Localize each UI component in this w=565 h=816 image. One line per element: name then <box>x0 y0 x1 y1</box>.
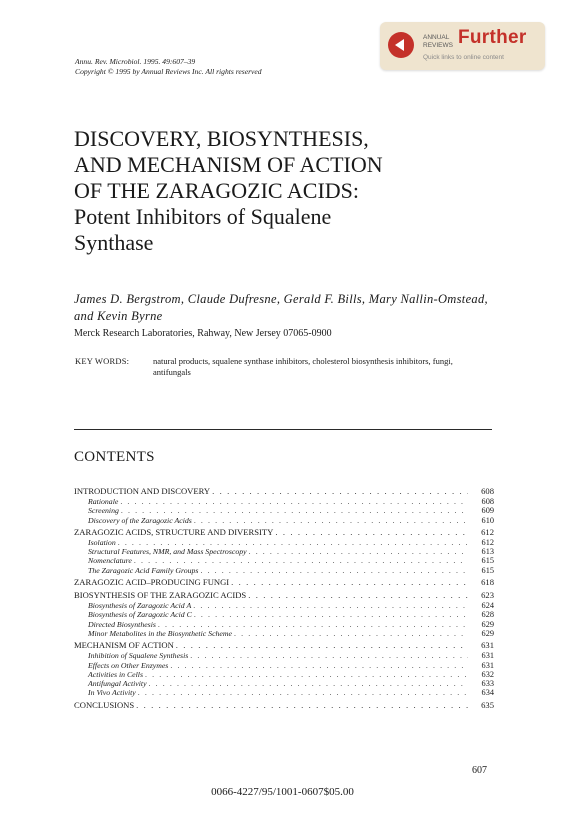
toc-leader-dots <box>118 538 468 547</box>
toc-subsection-entry[interactable] <box>74 601 494 610</box>
toc-entry-page: 629 <box>481 619 494 629</box>
toc-entry-title: INTRODUCTION AND DISCOVERY <box>74 486 211 496</box>
toc-entry-page: 613 <box>481 547 494 557</box>
title-line: OF THE ZARAGOZIC ACIDS: <box>74 178 360 203</box>
badge-publisher <box>423 34 463 49</box>
citation-line-journal: Annu. Rev. Microbiol. 1995. 49:607–39 <box>75 57 196 66</box>
toc-section-entry[interactable] <box>74 486 494 497</box>
toc-entry-title: The Zaragozic Acid Family Groups <box>88 565 199 575</box>
toc-entry-title: Directed Biosynthesis <box>88 619 156 629</box>
toc-entry-page: 634 <box>481 688 494 698</box>
toc-subsection-entry[interactable] <box>74 497 494 506</box>
toc-entry-page: 631 <box>481 660 494 670</box>
toc-subsection-entry[interactable] <box>74 629 494 638</box>
toc-leader-dots <box>193 601 468 610</box>
toc-entry-page: 624 <box>481 601 494 611</box>
toc-section-entry[interactable] <box>74 527 494 538</box>
table-of-contents <box>74 486 494 711</box>
toc-entry-title: ZARAGOZIC ACID–PRODUCING FUNGI <box>74 577 230 588</box>
toc-entry-page: 610 <box>481 515 494 525</box>
badge-annual-label: ANNUAL <box>423 34 450 41</box>
toc-leader-dots <box>212 486 468 497</box>
title-line: AND MECHANISM OF ACTION <box>74 152 383 177</box>
toc-subsection-entry[interactable] <box>74 538 494 547</box>
toc-leader-dots <box>231 577 468 588</box>
toc-section-entry[interactable] <box>74 700 494 711</box>
toc-entry-page: 618 <box>481 577 494 588</box>
toc-leader-dots <box>234 629 468 638</box>
toc-entry-title: Screening <box>88 506 119 516</box>
toc-entry-page: 615 <box>481 565 494 575</box>
toc-subsection-entry[interactable] <box>74 506 494 515</box>
toc-entry-page: 609 <box>481 506 494 516</box>
badge-further-label: Further <box>458 27 527 48</box>
toc-subsection-entry[interactable] <box>74 566 494 575</box>
further-links-badge[interactable] <box>380 22 545 70</box>
toc-leader-dots <box>120 497 468 506</box>
page-number: 607 <box>472 765 487 776</box>
toc-leader-dots <box>248 590 468 601</box>
toc-section-entry[interactable] <box>74 590 494 601</box>
toc-leader-dots <box>121 506 468 515</box>
toc-subsection-entry[interactable] <box>74 610 494 619</box>
toc-entry-title: Rationale <box>88 497 119 506</box>
toc-entry-page: 629 <box>481 628 494 638</box>
toc-leader-dots <box>200 566 468 575</box>
toc-entry-page: 631 <box>481 651 494 661</box>
toc-leader-dots <box>158 620 468 629</box>
toc-leader-dots <box>136 700 468 711</box>
title-line: Potent Inhibitors of Squalene <box>74 204 332 229</box>
toc-subsection-entry[interactable] <box>74 556 494 565</box>
badge-subtitle: Quick links to online content <box>423 54 504 61</box>
title-line: DISCOVERY, BIOSYNTHESIS, <box>74 126 369 151</box>
toc-leader-dots <box>176 640 468 651</box>
toc-subsection-entry[interactable] <box>74 620 494 629</box>
key-words: natural products, squalene synthase inhibitors, cholesterol biosynthesis inhibitors, fungi, antifungals <box>153 356 453 377</box>
toc-leader-dots <box>194 516 468 525</box>
toc-subsection-entry[interactable] <box>74 516 494 525</box>
toc-leader-dots <box>275 527 468 538</box>
title-line: Synthase <box>74 230 154 255</box>
toc-entry-title: CONCLUSIONS <box>74 699 135 710</box>
key-words-label: KEY WORDS: <box>75 356 130 366</box>
toc-entry-title: Nomenclature <box>88 556 132 566</box>
toc-subsection-entry[interactable] <box>74 688 494 697</box>
toc-entry-page: 612 <box>481 526 494 537</box>
toc-entry-title: MECHANISM OF ACTION <box>74 640 174 651</box>
toc-subsection-entry[interactable] <box>74 651 494 660</box>
badge-reviews-label: REVIEWS <box>423 41 453 49</box>
toc-entry-title: Structural Features, NMR, and Mass Spectroscopy <box>88 547 247 557</box>
citation-line-copyright: Copyright © 1995 by Annual Reviews Inc. All rights reserved <box>75 67 262 76</box>
toc-entry-page: 628 <box>481 610 494 620</box>
toc-leader-dots <box>190 651 468 660</box>
toc-section-entry[interactable] <box>74 577 494 588</box>
toc-entry-page: 608 <box>481 497 494 506</box>
toc-subsection-entry[interactable] <box>74 679 494 688</box>
toc-leader-dots <box>170 661 468 670</box>
toc-subsection-entry[interactable] <box>74 547 494 556</box>
toc-entry-title: Biosynthesis of Zaragozic Acid A <box>88 601 192 611</box>
toc-entry-title: In Vivo Activity <box>88 688 136 698</box>
article-title <box>74 126 383 256</box>
toc-entry-title: Antifungal Activity <box>88 679 147 689</box>
article-code: 0066-4227/95/1001-0607$05.00 <box>211 786 354 798</box>
toc-entry-title: Isolation <box>88 537 116 547</box>
toc-entry-page: 615 <box>481 556 494 566</box>
toc-entry-title: Biosynthesis of Zaragozic Acid C <box>88 610 192 620</box>
contents-heading: CONTENTS <box>74 449 155 465</box>
toc-section-entry[interactable] <box>74 640 494 651</box>
toc-subsection-entry[interactable] <box>74 661 494 670</box>
toc-leader-dots <box>249 547 468 556</box>
toc-leader-dots <box>138 688 468 697</box>
toc-entry-title: ZARAGOZIC ACIDS, STRUCTURE AND DIVERSITY <box>74 526 274 537</box>
toc-entry-title: Discovery of the Zaragozic Acids <box>88 515 192 525</box>
toc-entry-page: 631 <box>481 640 494 651</box>
toc-entry-page: 608 <box>481 486 494 496</box>
toc-entry-title: BIOSYNTHESIS OF THE ZARAGOZIC ACIDS <box>74 590 247 601</box>
affiliation: Merck Research Laboratories, Rahway, New Jersey 07065-0900 <box>74 328 332 339</box>
toc-entry-page: 633 <box>481 679 494 689</box>
toc-subsection-entry[interactable] <box>74 670 494 679</box>
toc-leader-dots <box>134 556 468 565</box>
toc-entry-page: 632 <box>481 669 494 679</box>
toc-entry-title: Inhibition of Squalene Synthesis <box>88 651 189 661</box>
toc-entry-title: Minor Metabolites in the Biosynthetic Scheme <box>88 628 232 638</box>
toc-leader-dots <box>194 610 468 619</box>
toc-entry-page: 623 <box>481 590 494 601</box>
toc-entry-title: Activities in Cells <box>88 669 144 679</box>
toc-entry-page: 612 <box>481 537 494 547</box>
toc-leader-dots <box>145 670 468 679</box>
section-divider <box>74 429 492 430</box>
toc-leader-dots <box>149 679 468 688</box>
journal-citation <box>75 57 262 77</box>
author-list: James D. Bergstrom, Claude Dufresne, Gerald F. Bills, Mary Nallin-Omstead, and Kevin Byrne <box>74 292 488 323</box>
play-arrow-icon <box>388 32 414 58</box>
toc-entry-title: Effects on Other Enzymes <box>88 660 169 670</box>
toc-entry-page: 635 <box>481 699 494 710</box>
